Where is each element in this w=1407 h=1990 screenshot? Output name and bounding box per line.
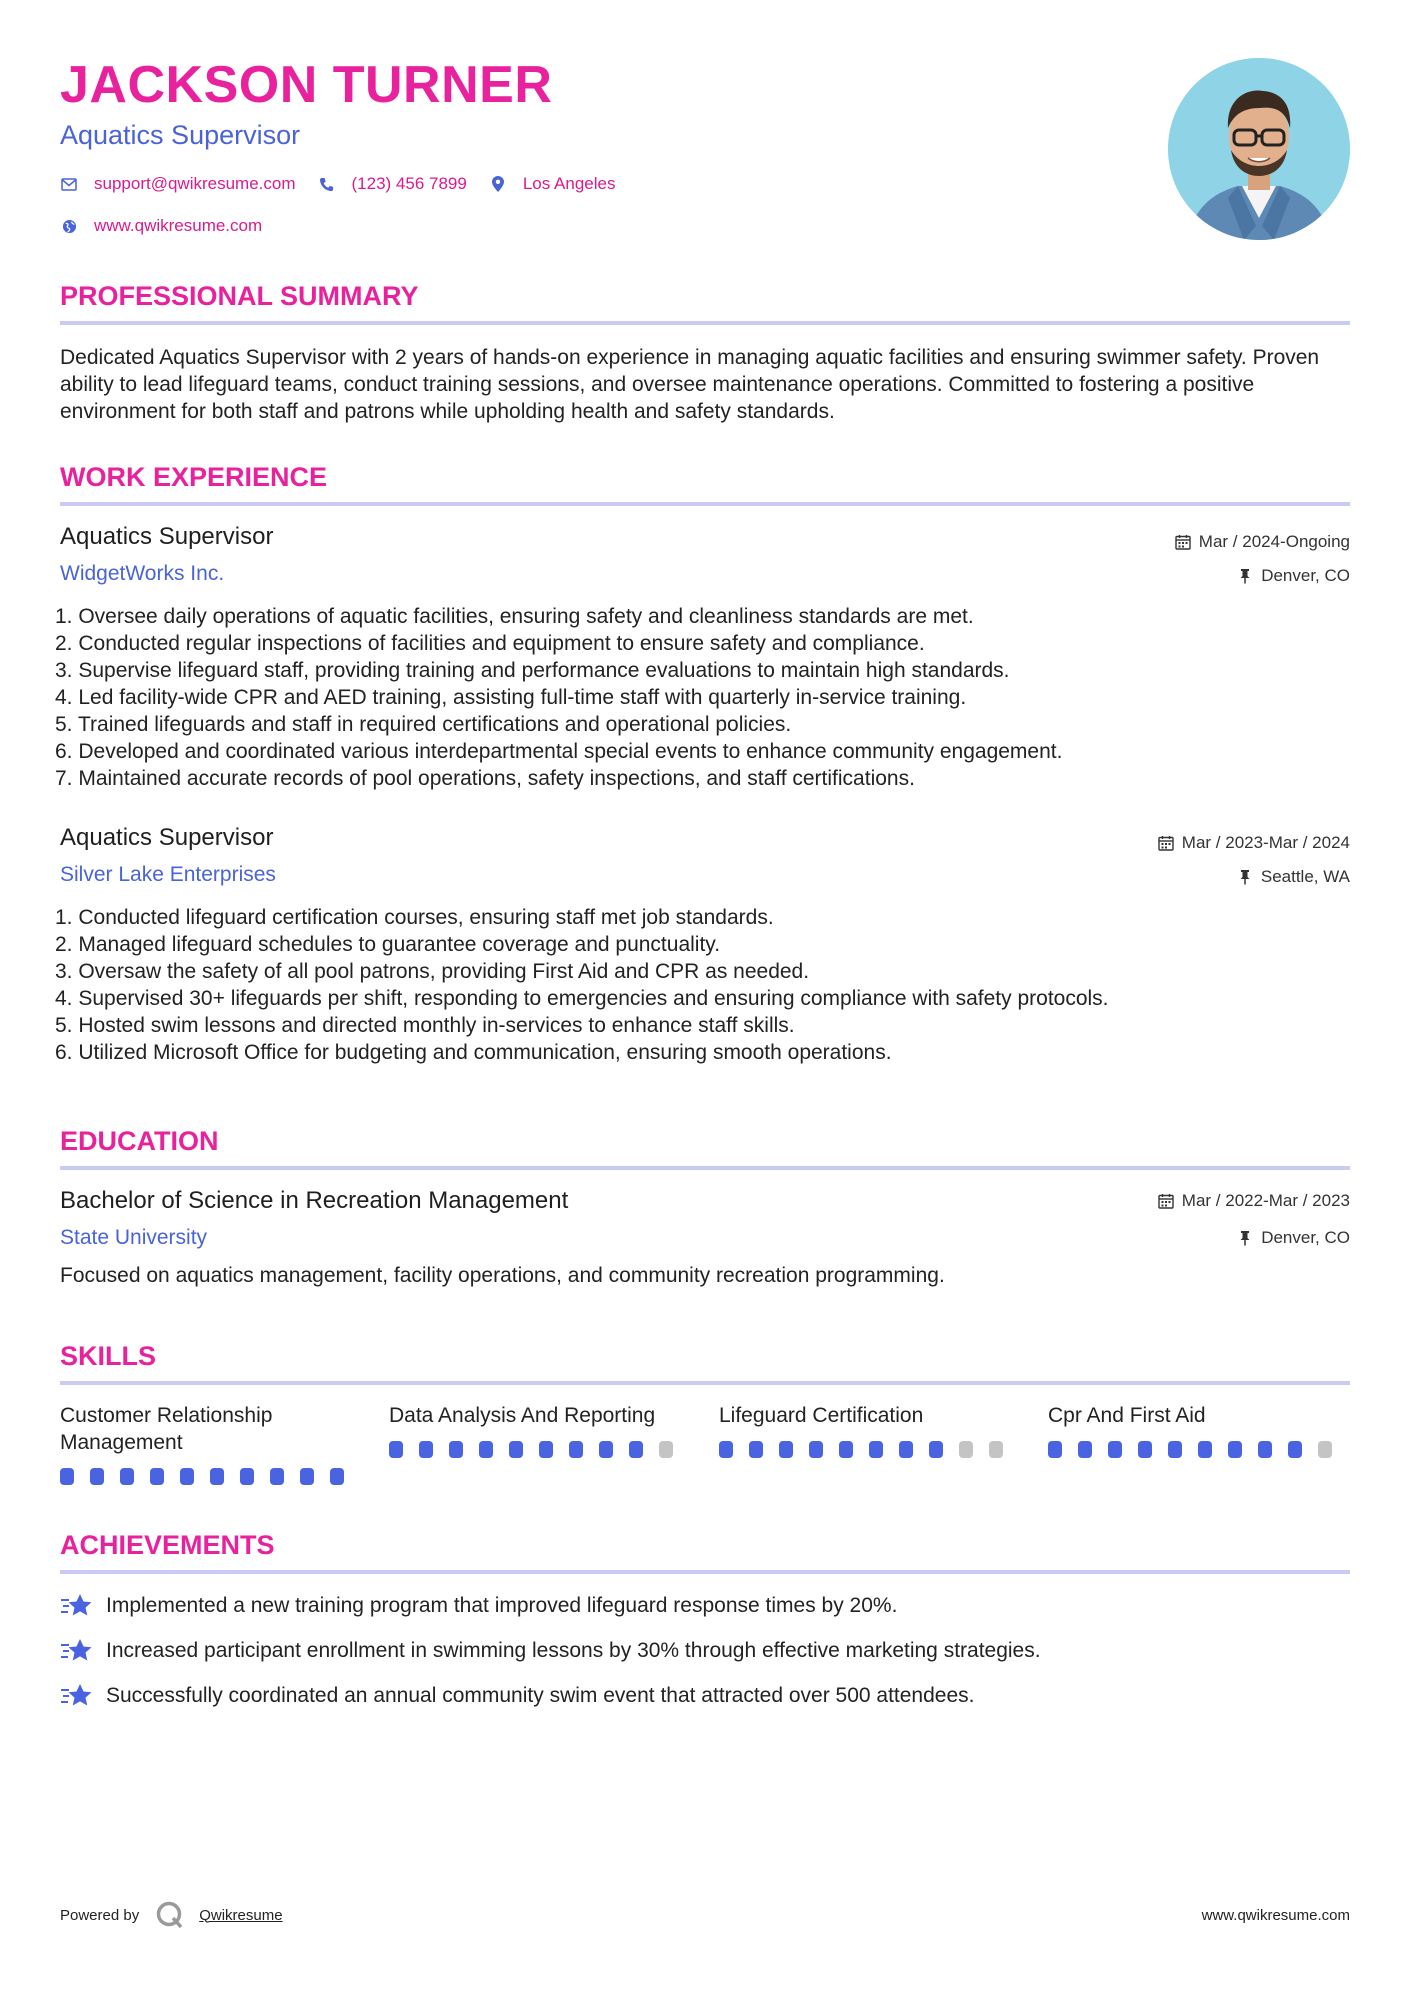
summary-text: Dedicated Aquatics Supervisor with 2 years of hands-on experience in managing aquatic facilities and ensuring swimmer safety. Proven ability to lead lifeguard teams, conduct training sessions, and oversee maintenance operations. Committed to fostering a positive environment for both staff and patrons while upholding health and safety standards.	[60, 346, 1320, 423]
education-heading: EDUCATION	[60, 1126, 219, 1156]
website-link[interactable]: www.qwikresume.com	[94, 216, 263, 235]
achievement-item	[60, 1637, 1041, 1665]
list-item: 3. Supervise lifeguard staff, providing training and performance evaluations to maintain high standards.	[55, 659, 1010, 682]
skill-item	[1048, 1402, 1348, 1458]
skill-dot-filled	[1168, 1441, 1182, 1458]
list-item: 7. Maintained accurate records of pool operations, safety inspections, and staff certifications.	[55, 767, 915, 790]
candidate-name: JACKSON TURNER	[60, 56, 553, 114]
skill-dot-filled	[270, 1468, 284, 1485]
skill-dot-filled	[869, 1441, 883, 1458]
achievements-heading: ACHIEVEMENTS	[60, 1530, 275, 1560]
list-item: 5. Trained lifeguards and staff in required certifications and operational policies.	[55, 713, 792, 736]
skill-dot-filled	[1138, 1441, 1152, 1458]
job-location	[1237, 566, 1350, 586]
skill-dot-empty	[989, 1441, 1003, 1458]
skill-dot-filled	[180, 1468, 194, 1485]
section-divider	[60, 1166, 1350, 1170]
job-location	[1237, 867, 1350, 887]
list-item: 6. Utilized Microsoft Office for budgeting and communication, ensuring smooth operations.	[55, 1041, 892, 1064]
job-dates	[1175, 532, 1350, 552]
skill-dot-filled	[449, 1441, 463, 1458]
job-dates	[1158, 833, 1350, 853]
skill-dot-filled	[150, 1468, 164, 1485]
skill-item	[719, 1402, 1019, 1458]
skill-dot-filled	[1198, 1441, 1212, 1458]
company-name: WidgetWorks Inc.	[60, 562, 225, 585]
skill-dot-filled	[1258, 1441, 1272, 1458]
skill-dot-filled	[479, 1441, 493, 1458]
pushpin-icon	[1237, 568, 1253, 584]
skill-dot-filled	[509, 1441, 523, 1458]
skill-dot-filled	[1108, 1441, 1122, 1458]
skill-dot-filled	[1048, 1441, 1062, 1458]
skill-item	[60, 1402, 360, 1485]
job-location-text: Seattle, WA	[1260, 867, 1350, 886]
skill-dot-filled	[60, 1468, 74, 1485]
education-location	[1237, 1228, 1350, 1248]
calendar-icon	[1175, 534, 1191, 550]
list-item: 4. Supervised 30+ lifeguards per shift, responding to emergencies and ensuring compliance with safety protocols.	[55, 987, 1109, 1010]
pushpin-icon	[1237, 869, 1253, 885]
qwikresume-link[interactable]: Qwikresume	[199, 1906, 283, 1924]
skill-item	[389, 1402, 689, 1458]
skill-rating	[60, 1468, 360, 1485]
skill-dot-filled	[1078, 1441, 1092, 1458]
skill-name: Data Analysis And Reporting	[389, 1404, 656, 1427]
achievement-item	[60, 1592, 897, 1620]
skill-dot-filled	[120, 1468, 134, 1485]
powered-by-label: Powered by	[60, 1906, 140, 1924]
skill-dot-filled	[240, 1468, 254, 1485]
envelope-icon	[60, 175, 78, 193]
job-title: Aquatics Supervisor	[60, 824, 274, 851]
education-dates-text: Mar / 2022-Mar / 2023	[1181, 1191, 1350, 1210]
skill-dot-filled	[419, 1441, 433, 1458]
skill-dot-filled	[210, 1468, 224, 1485]
job-bullets	[55, 603, 1350, 792]
skill-rating	[389, 1441, 689, 1458]
achievement-item	[60, 1682, 975, 1710]
list-item: 1. Conducted lifeguard certification courses, ensuring staff met job standards.	[55, 906, 774, 929]
star-icon	[60, 1682, 92, 1710]
list-item: 6. Developed and coordinated various interdepartmental special events to enhance community engagement.	[55, 740, 1063, 763]
star-icon	[60, 1592, 92, 1620]
skill-dot-filled	[779, 1441, 793, 1458]
pushpin-icon	[1237, 1230, 1253, 1246]
calendar-icon	[1158, 835, 1174, 851]
skill-dot-filled	[719, 1441, 733, 1458]
degree-title: Bachelor of Science in Recreation Management	[60, 1187, 569, 1214]
footer-powered-by	[60, 1900, 283, 1930]
skill-dot-empty	[959, 1441, 973, 1458]
job-title: Aquatics Supervisor	[60, 523, 274, 550]
skill-rating	[1048, 1441, 1348, 1458]
skill-dot-filled	[330, 1468, 344, 1485]
list-item: 2. Conducted regular inspections of facilities and equipment to ensure safety and compliance.	[55, 632, 925, 655]
candidate-title: Aquatics Supervisor	[60, 120, 301, 150]
footer-website[interactable]: www.qwikresume.com	[1201, 1907, 1350, 1924]
school-name: State University	[60, 1226, 208, 1249]
job-dates-text: Mar / 2024-Ongoing	[1198, 532, 1350, 551]
achievement-text: Increased participant enrollment in swimming lessons by 30% through effective marketing strategies.	[106, 1639, 1041, 1662]
skill-name: Lifeguard Certification	[719, 1404, 924, 1427]
section-divider	[60, 502, 1350, 506]
section-divider	[60, 1570, 1350, 1574]
skill-dot-filled	[300, 1468, 314, 1485]
skill-dot-filled	[809, 1441, 823, 1458]
company-name: Silver Lake Enterprises	[60, 863, 276, 886]
section-divider	[60, 321, 1350, 325]
phone-icon	[318, 175, 336, 193]
location-text: Los Angeles	[522, 174, 616, 193]
education-location-text: Denver, CO	[1261, 1228, 1350, 1247]
calendar-icon	[1158, 1193, 1174, 1209]
contact-row	[60, 174, 637, 194]
summary-heading: PROFESSIONAL SUMMARY	[60, 281, 419, 311]
skill-dot-filled	[90, 1468, 104, 1485]
job-bullets	[55, 904, 1350, 1066]
qwikresume-logo-icon	[155, 1900, 185, 1930]
skill-dot-filled	[629, 1441, 643, 1458]
skill-dot-filled	[1228, 1441, 1242, 1458]
skill-rating	[719, 1441, 1019, 1458]
skill-dot-filled	[599, 1441, 613, 1458]
skill-dot-filled	[899, 1441, 913, 1458]
list-item: 3. Oversaw the safety of all pool patrons, providing First Aid and CPR as needed.	[55, 960, 810, 983]
section-divider	[60, 1381, 1350, 1385]
list-item: 2. Managed lifeguard schedules to guarantee coverage and punctuality.	[55, 933, 721, 956]
globe-icon	[60, 217, 78, 235]
phone-number: (123) 456 7899	[351, 174, 467, 193]
skills-heading: SKILLS	[60, 1341, 157, 1371]
achievement-text: Successfully coordinated an annual community swim event that attracted over 500 attendees.	[106, 1684, 975, 1707]
skill-dot-filled	[749, 1441, 763, 1458]
skill-dot-filled	[539, 1441, 553, 1458]
website-row	[60, 216, 284, 236]
skill-dot-empty	[1318, 1441, 1332, 1458]
skill-name: Cpr And First Aid	[1048, 1404, 1206, 1427]
education-description: Focused on aquatics management, facility operations, and community recreation programming.	[60, 1264, 945, 1287]
education-dates	[1158, 1191, 1350, 1211]
skill-dot-filled	[1288, 1441, 1302, 1458]
job-dates-text: Mar / 2023-Mar / 2024	[1181, 833, 1350, 852]
skill-dot-filled	[929, 1441, 943, 1458]
star-icon	[60, 1637, 92, 1665]
profile-photo	[1168, 58, 1350, 240]
job-location-text: Denver, CO	[1261, 566, 1350, 585]
skill-dot-filled	[389, 1441, 403, 1458]
list-item: 5. Hosted swim lessons and directed monthly in-services to enhance staff skills.	[55, 1014, 795, 1037]
list-item: 4. Led facility-wide CPR and AED training, assisting full-time staff with quarterly in-service training.	[55, 686, 967, 709]
achievement-text: Implemented a new training program that improved lifeguard response times by 20%.	[106, 1594, 898, 1617]
skill-dot-filled	[569, 1441, 583, 1458]
experience-heading: WORK EXPERIENCE	[60, 462, 328, 492]
skill-dot-empty	[659, 1441, 673, 1458]
skill-dot-filled	[839, 1441, 853, 1458]
list-item: 1. Oversee daily operations of aquatic facilities, ensuring safety and cleanliness standards are met.	[55, 605, 974, 628]
email-link[interactable]: support@qwikresume.com	[94, 174, 296, 193]
skill-name: Customer Relationship Management	[60, 1404, 273, 1454]
map-pin-icon	[489, 175, 507, 193]
